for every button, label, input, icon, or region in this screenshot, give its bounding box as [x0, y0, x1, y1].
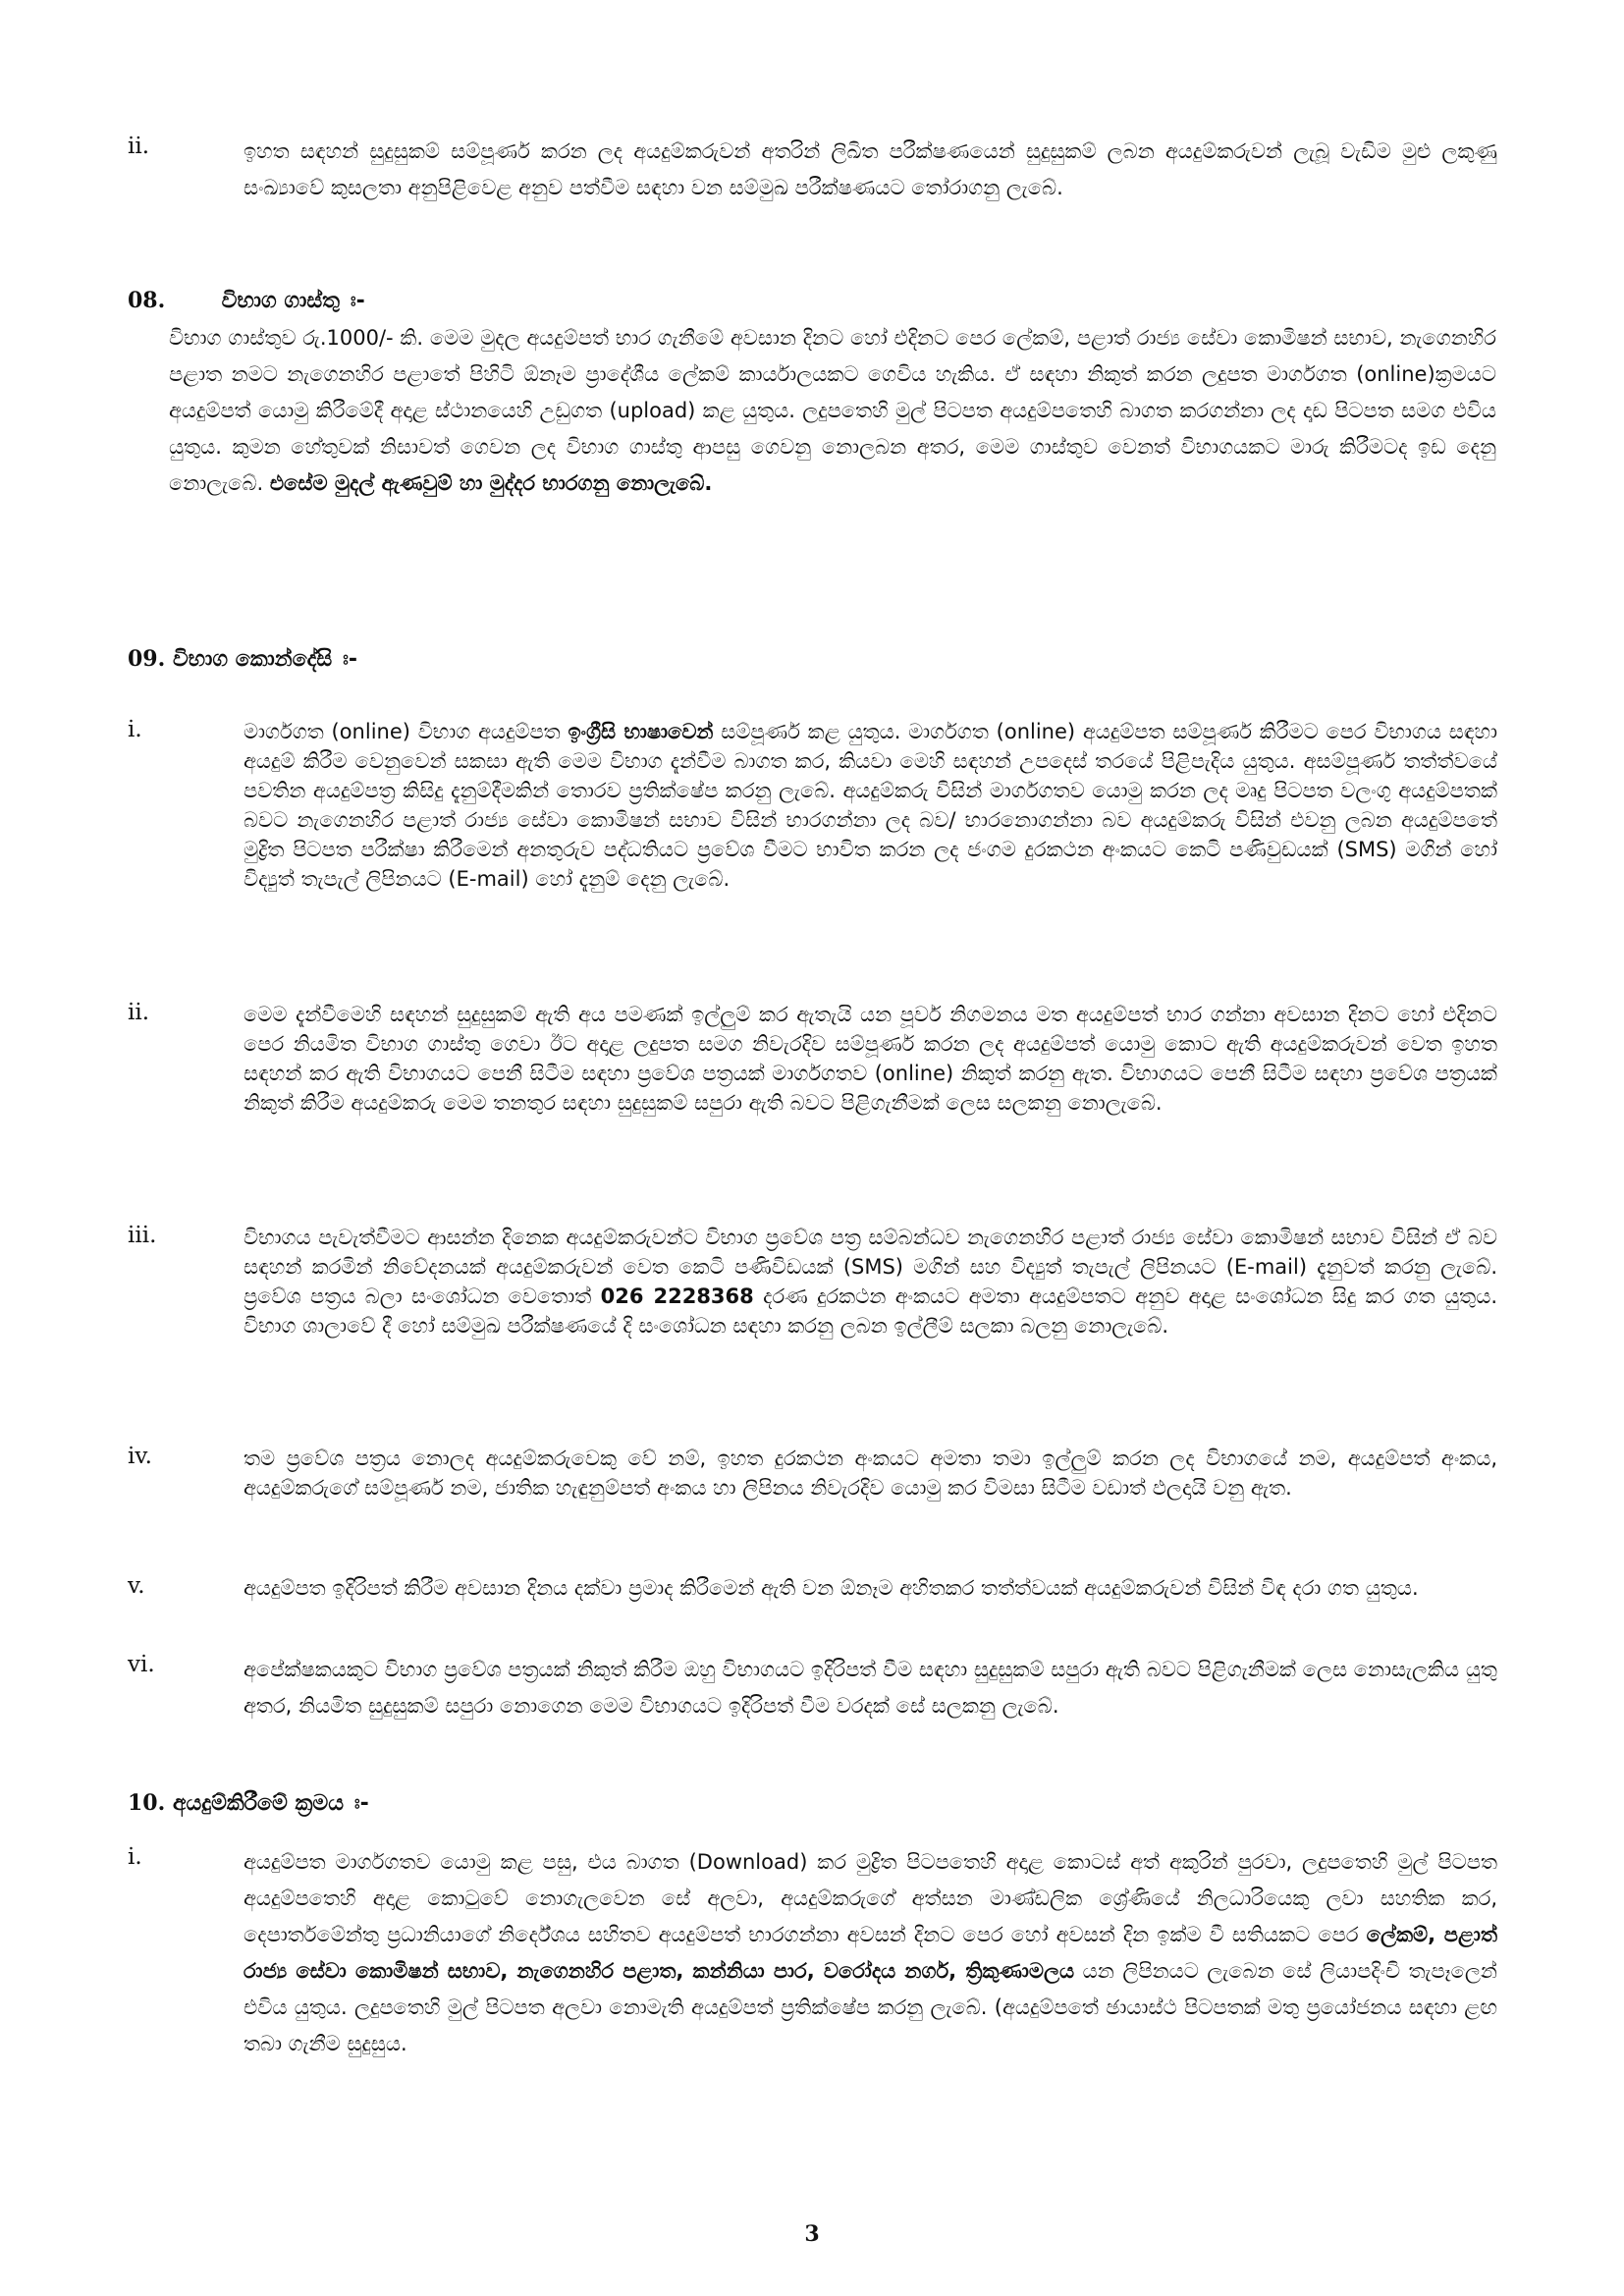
item-number: ii.	[128, 1000, 150, 1025]
item-number: v.	[128, 1573, 145, 1599]
item-text	[244, 717, 1497, 894]
item-text-part: දරණ දුරකථන අංකයට අමතා අයදුම්පතට අනුව අදාළ සංශෝධන සිදු කර ගත යුතුය. විභාග ශාලාවේ දී හෝ සම්මුඛ පරීක්ෂණයේ දි සංශෝධන සඳහා කරනු ලබන ඉල්ලීම් සලකා බලනු නොලැබේ.	[244, 1285, 1497, 1338]
list-item	[128, 1844, 1497, 2139]
section-number: 10.	[128, 1790, 166, 1816]
section-number: 09.	[128, 646, 166, 672]
list-item	[128, 1000, 1497, 1206]
list-item	[128, 1573, 1497, 1642]
section-title: විභාග ගාස්තු ඃ-	[221, 289, 365, 313]
section-title: අයදුම්කිරීමේ ක්‍රමය ඃ-	[172, 1791, 369, 1816]
list-item	[128, 134, 1497, 251]
item-text: මෙම දැන්වීමෙහි සඳහන් සුදුසුකම් ඇති අය පමණක් ඉල්ලුම් කර ඇතැයි යන පූර්ව නිගමනය මත අයදුම්පත් භාර ගන්නා අවසාන දිනට හෝ එදිනට පෙර නියමිත විභාග ගාස්තු ගෙවා ඊට අදාළ ලදුපත සමග නිවැරදිව සම්පූර්ණ කරන ලද අයදුම්පත් යොමු කොට ඇති අයදුම්කරුවන් වෙත ඉහත සඳහන් කර ඇති විභාගයට පෙනී සිටීම සඳහා ප්‍රවේශ පත්‍රයක් මාර්ගගතව (online) නිකුත් කරනු ඇත. විභාගයට පෙනී සිටීම සඳහා ප්‍රවේශ පත්‍රයක් නිකුත් කිරීම අයදුම්කරු මෙම තනතුර සඳහා සුදුසුකම් සපුරා ඇති බවට පිළිගැනීමක් ලෙස සලකනු නොලැබේ.	[244, 1003, 1497, 1115]
item-text-part: මාර්ගගත (online) විභාග අයදුම්පත	[244, 720, 561, 743]
section-heading-09	[128, 646, 357, 672]
item-text: ඉහත සඳහන් සුදුසුකම් සම්පූර්ණ කරන ලද අයදුම්කරුවන් අතරින් ලිඛිත පරීක්ෂණයෙන් සුදුසුකම් ලබන අයදුම්කරුවන් ලැබූ වැඩිම මුළු ලකුණු සංඛ්‍යාවේ කුසලතා අනුපිළිවෙළ අනුව පත්වීම සඳහා වන සම්මුඛ පරීක්ෂණයට තෝරාගනු ලැබේ.	[244, 139, 1497, 199]
item-text-part: අයදුම්පත මාර්ගගතව යොමු කළ පසු, එය බාගත (Download) කර මුද්‍රිත පිටපතෙහි අදාළ කොටස් අත් අකුරින් පුරවා, ලදුපතෙහි මුල් පිටපත අයදුම්පතෙහි අදාළ කොටුවේ නොගැලවෙන සේ අලවා, අයදුම්කරුගේ අත්සන මාණ්ඩලික ශ්‍රේණියේ නිලධාරියෙකු ලවා සහතික කර, දෙපාර්තමේන්තු ප්‍රධානියාගේ නිර්දේශය සහිතව අයදුම්පත් භාරගන්නා අවසන් දිනට පෙර හෝ අවසන් දින ඉක්ම වී සතියකට පෙර	[244, 1850, 1497, 1946]
item-text-part: විභාගය පැවැත්වීමට ආසන්න දිනෙක අයදුම්කරුවන්ට විභාග ප්‍රවේශ පත්‍ර සම්බන්ධව නැගෙනහිර පළාත් රාජ්‍ය සේවා කොමිෂන් සභාව විසින් ඒ බව සඳහන් කරමින් නිවේදනයක් අයදුම්කරුවන් වෙත කෙටි පණිවිඩයක් (SMS) මගින් සහ විද්‍යුත් තැපැල් ලිපිනයට (E-mail) දැනුවත් කරනු ලැබේ. ප්‍රවේශ පත්‍රය බලා සංශෝධන වෙතොත්	[244, 1226, 1497, 1308]
item-number: iii.	[128, 1223, 157, 1248]
item-number: i.	[128, 717, 142, 742]
section-number: 08.	[128, 288, 166, 313]
item-text-bold: 026 2228368	[600, 1285, 754, 1308]
item-text-part: සම්පූර්ණ කළ යුතුය. මාර්ගගත (online) අයදුම්පත සම්පූර්ණ කිරීමට පෙර විභාගය සඳහා අයදුම් කිරීම වෙනුවෙන් සකසා ඇති මෙම විභාග දැන්වීම බාගත කර, කියවා මෙහි සඳහන් උපදෙස් තරයේ පිළිපැදිය යුතුය. අසම්පූර්ණ තත්ත්වයේ පවතින අයදුම්පත්‍ර කිසිදු දැනුම්දීමකින් තොරව ප්‍රතික්ෂේප කරනු ලැබේ. අයදුම්කරු විසින් මාර්ගගතව යොමු කරන ලද මෘදු පිටපත වලංගු අයදුම්පතක් බවට නැගෙනහිර පළාත් රාජ්‍ය සේවා කොමිෂන් සභාව විසින් භාරගන්නා ලද බව/ භාරනොගන්නා බව අයදුම්කරු විසින් එවනු ලබන අයදුම්පතේ මුද්‍රිත පිටපත පරීක්ෂා කිරීමෙන් අනතුරුව පද්ධතියට ප්‍රවේශ වීමට භාවිත කරන ලද ජංගම දුරකථන අංකයට කෙටි පණිවුඩයක් (SMS) මගින් හෝ විද්‍යුත් තැපැල් ලිපිනයට (E-mail) හෝ දැනුම් දෙනු ලැබේ.	[244, 720, 1497, 891]
list-item	[128, 717, 1497, 982]
list-item	[128, 1223, 1497, 1429]
item-text-bold: ලේකම්, පළාත් රාජ්‍ය සේවා කොමිෂන් සභාව, නැගෙනහිර පළාත, කන්නියා පාර, වරෝදය නගර්, ත්‍රිකුණාමලය	[244, 1923, 1498, 1983]
section-heading-10	[128, 1790, 369, 1816]
item-number: ii.	[128, 134, 150, 159]
list-item	[128, 1444, 1497, 1561]
item-number: vi.	[128, 1652, 155, 1677]
item-text: තම ප්‍රවේශ පත්‍රය නොලද අයදුම්කරුවෙකු වේ නම්, ඉහත දුරකථන අංකයට අමතා තමා ඉල්ලුම් කරන ලද විභාගයේ නම, අයදුම්පත් අංකය, අයදුම්කරුගේ සම්පූර්ණ නම, ජාතික හැඳුනුම්පත් අංකය හා ලිපිනය නිවැරදිව යොමු කර විමසා සිටීම වඩාත් ඵලදායි වනු ඇත.	[244, 1447, 1497, 1500]
section-08-text: විභාග ගාස්තුව රු.1000/- කි. මෙම මුදල අයදුම්පත් භාර ගැනීමේ අවසාන දිනට හෝ එදිනට පෙර ලේකම්, පළාත් රාජ්‍ය සේවා කොමිෂන් සභාව, නැගෙනහිර පළාත නමට නැගෙනහිර පළාතේ පිහිටි ඕනෑම ප්‍රාදේශීය ලේකම් කාර්යාලයකට ගෙවිය හැකිය. ඒ සඳහා නිකුත් කරන ලදුපත මාර්ගගත (online)ක්‍රමයට අයදුම්පත් යොමු කිරීමේදී අදාළ ස්ථානයෙහි උඩුගත (upload) කළ යුතුය. ලදුපතෙහි මුල් පිටපත අයදුම්පතෙහි බාගත කරගන්නා ලද දෘඩ පිටපත සමග එවිය යුතුය. කුමන හේතුවක් නිසාවත් ගෙවන ලද විභාග ගාස්තු ආපසු ගෙවනු නොලබන අතර, මෙම ගාස්තුව වෙනත් විභාගයකට මාරු කිරීමටද ඉඩ දෙනු නොලැබේ.	[169, 326, 1496, 495]
section-title: විභාග කොන්දේසි ඃ-	[172, 647, 357, 672]
section-heading-08	[128, 288, 365, 313]
item-text: අපේක්ෂකයකුට විභාග ප්‍රවේශ පත්‍රයක් නිකුත් කිරීම ඔහු විභාගයට ඉදිරිපත් වීම සඳහා සුදුසුකම් සපුරා ඇති බවට පිළිගැනීමක් ලෙස නොසැලකිය යුතු අතර, නියමිත සුදුසුකම් සපුරා නොගෙන මෙම විභාගයට ඉදිරිපත් වීම වරදක් සේ සලකනු ලැබේ.	[244, 1658, 1497, 1718]
item-text-part: යන ලිපිනයට ලැබෙන සේ ලියාපදිංචි තැපෑලෙන් එවිය යුතුය. ලදුපතෙහි මුල් පිටපත අලවා නොමැති අයදුම්පත් ප්‍රතික්ෂේප කරනු ලැබේ. (අයදුම්පතේ ඡායාස්ථ පිටපතක් මතු ප්‍රයෝජනය සඳහා ළඟ තබා ගැනීම සුදුසුය.	[244, 1959, 1497, 2055]
item-text: අයදුම්පත ඉදිරිපත් කිරීම අවසාන දිනය දක්වා ප්‍රමාද කිරීමෙන් ඇති වන ඕනෑම අහිතකර තත්ත්වයක් අයදුම්කරුවන් විසින් විඳ දරා ගත යුතුය.	[244, 1576, 1419, 1600]
list-item	[128, 1652, 1497, 1770]
page-number: 3	[804, 2221, 820, 2247]
item-text	[244, 1844, 1497, 2062]
section-08-body	[169, 320, 1496, 502]
item-number: iv.	[128, 1444, 152, 1469]
item-number: i.	[128, 1844, 142, 1870]
section-08-bold-text: එසේම මුදල් ඇණවුම් හා මුද්දර භාරගනු නොලැබේ.	[269, 471, 713, 495]
item-text-bold: ඉංග්‍රීසි භාෂාවෙන්	[568, 720, 714, 743]
item-text	[244, 1223, 1497, 1340]
